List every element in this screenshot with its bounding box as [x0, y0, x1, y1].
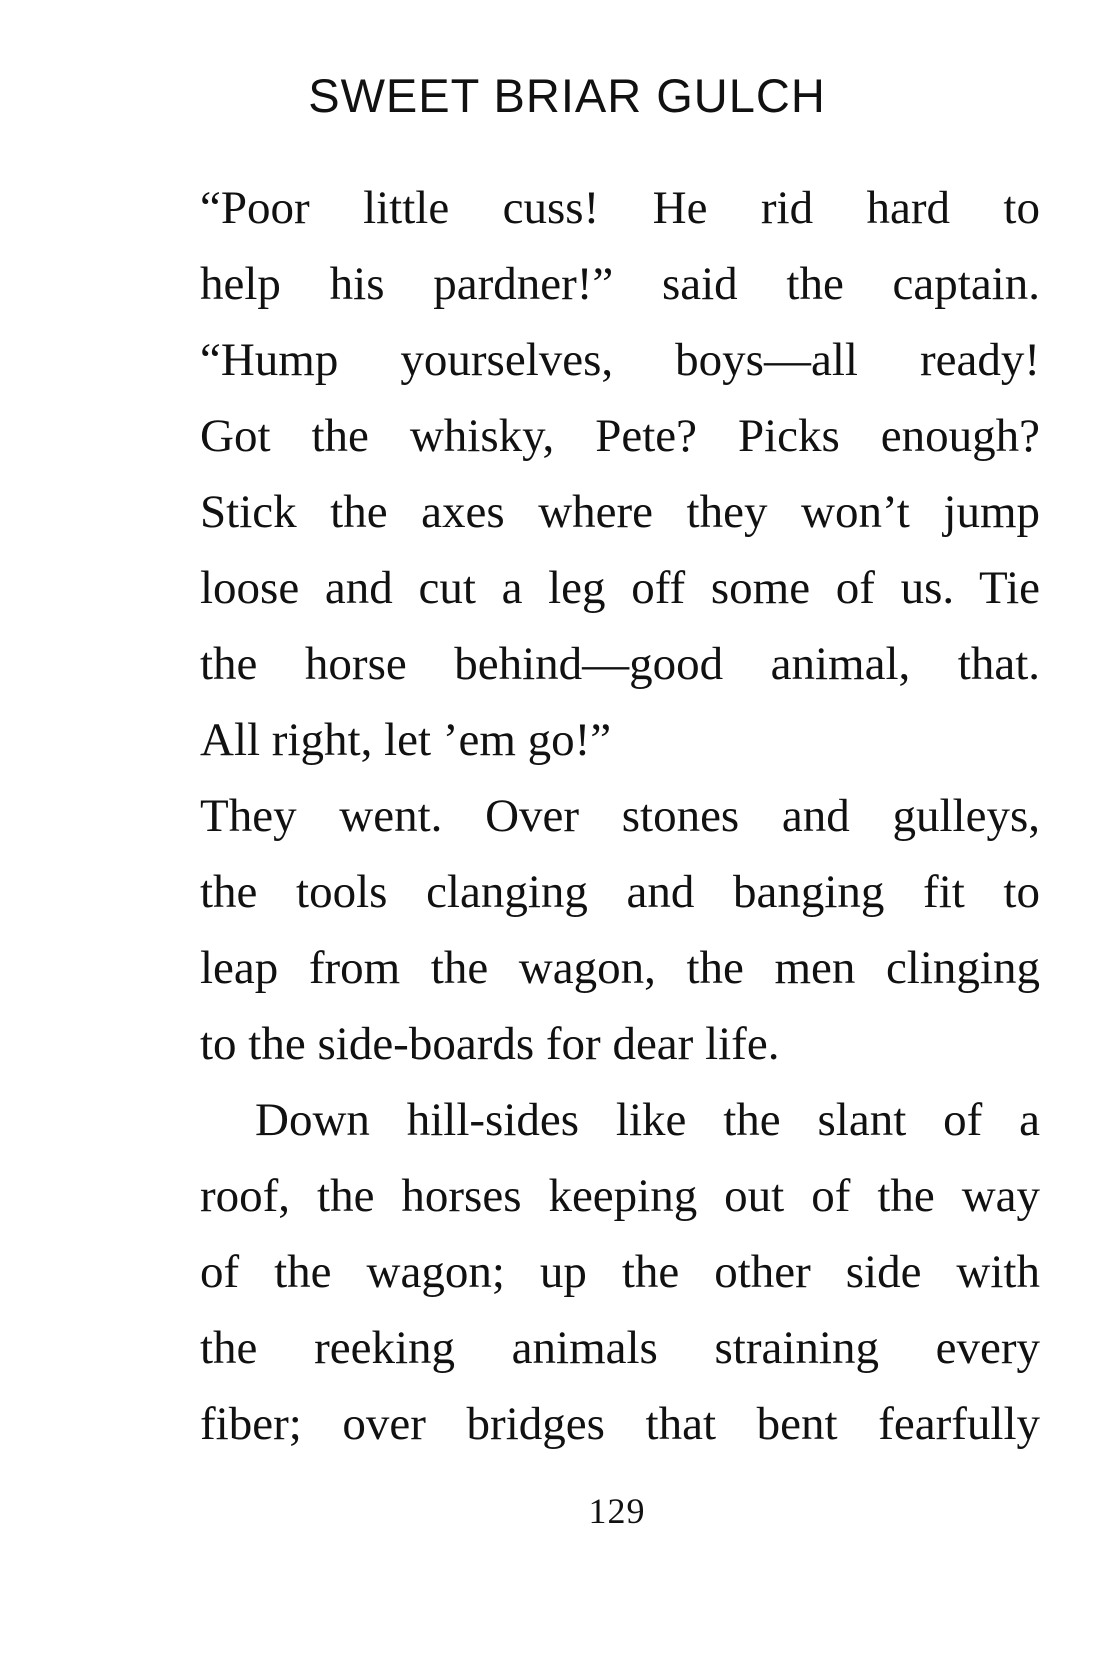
text-line: “Hump yourselves, boys—all ready! — [200, 334, 1040, 386]
paragraph — [200, 170, 1040, 778]
text-line: leap from the wagon, the men clinging — [200, 942, 1040, 994]
page-number: 129 — [588, 1491, 646, 1531]
text-line: loose and cut a leg off some of us. Tie — [200, 562, 1040, 614]
text-line: Stick the axes where they won’t jump — [200, 486, 1040, 538]
text-line: the horse behind—good animal, that. — [200, 638, 1040, 690]
paragraph — [200, 1082, 1040, 1462]
text-line: the reeking animals straining every — [200, 1322, 1040, 1374]
running-head: SWEET BRIAR GULCH — [308, 69, 826, 122]
text-line: the tools clanging and banging fit to — [200, 866, 1040, 918]
text-line: All right, let ’em go!” — [200, 714, 612, 766]
text-line: fiber; over bridges that bent fearfully — [200, 1398, 1040, 1450]
text-line: Got the whisky, Pete? Picks enough? — [200, 410, 1040, 462]
text-line: They went. Over stones and gulleys, — [200, 790, 1040, 842]
text-line: help his pardner!” said the captain. — [200, 258, 1040, 310]
text-line: Down hill-sides like the slant of a — [255, 1094, 1040, 1146]
text-line: roof, the horses keeping out of the way — [200, 1170, 1040, 1222]
body-text — [200, 170, 1040, 1462]
text-line: to the side-boards for dear life. — [200, 1018, 780, 1070]
text-line: “Poor little cuss! He rid hard to — [200, 182, 1040, 234]
paragraph — [200, 778, 1040, 1082]
text-line: of the wagon; up the other side with — [200, 1246, 1040, 1298]
